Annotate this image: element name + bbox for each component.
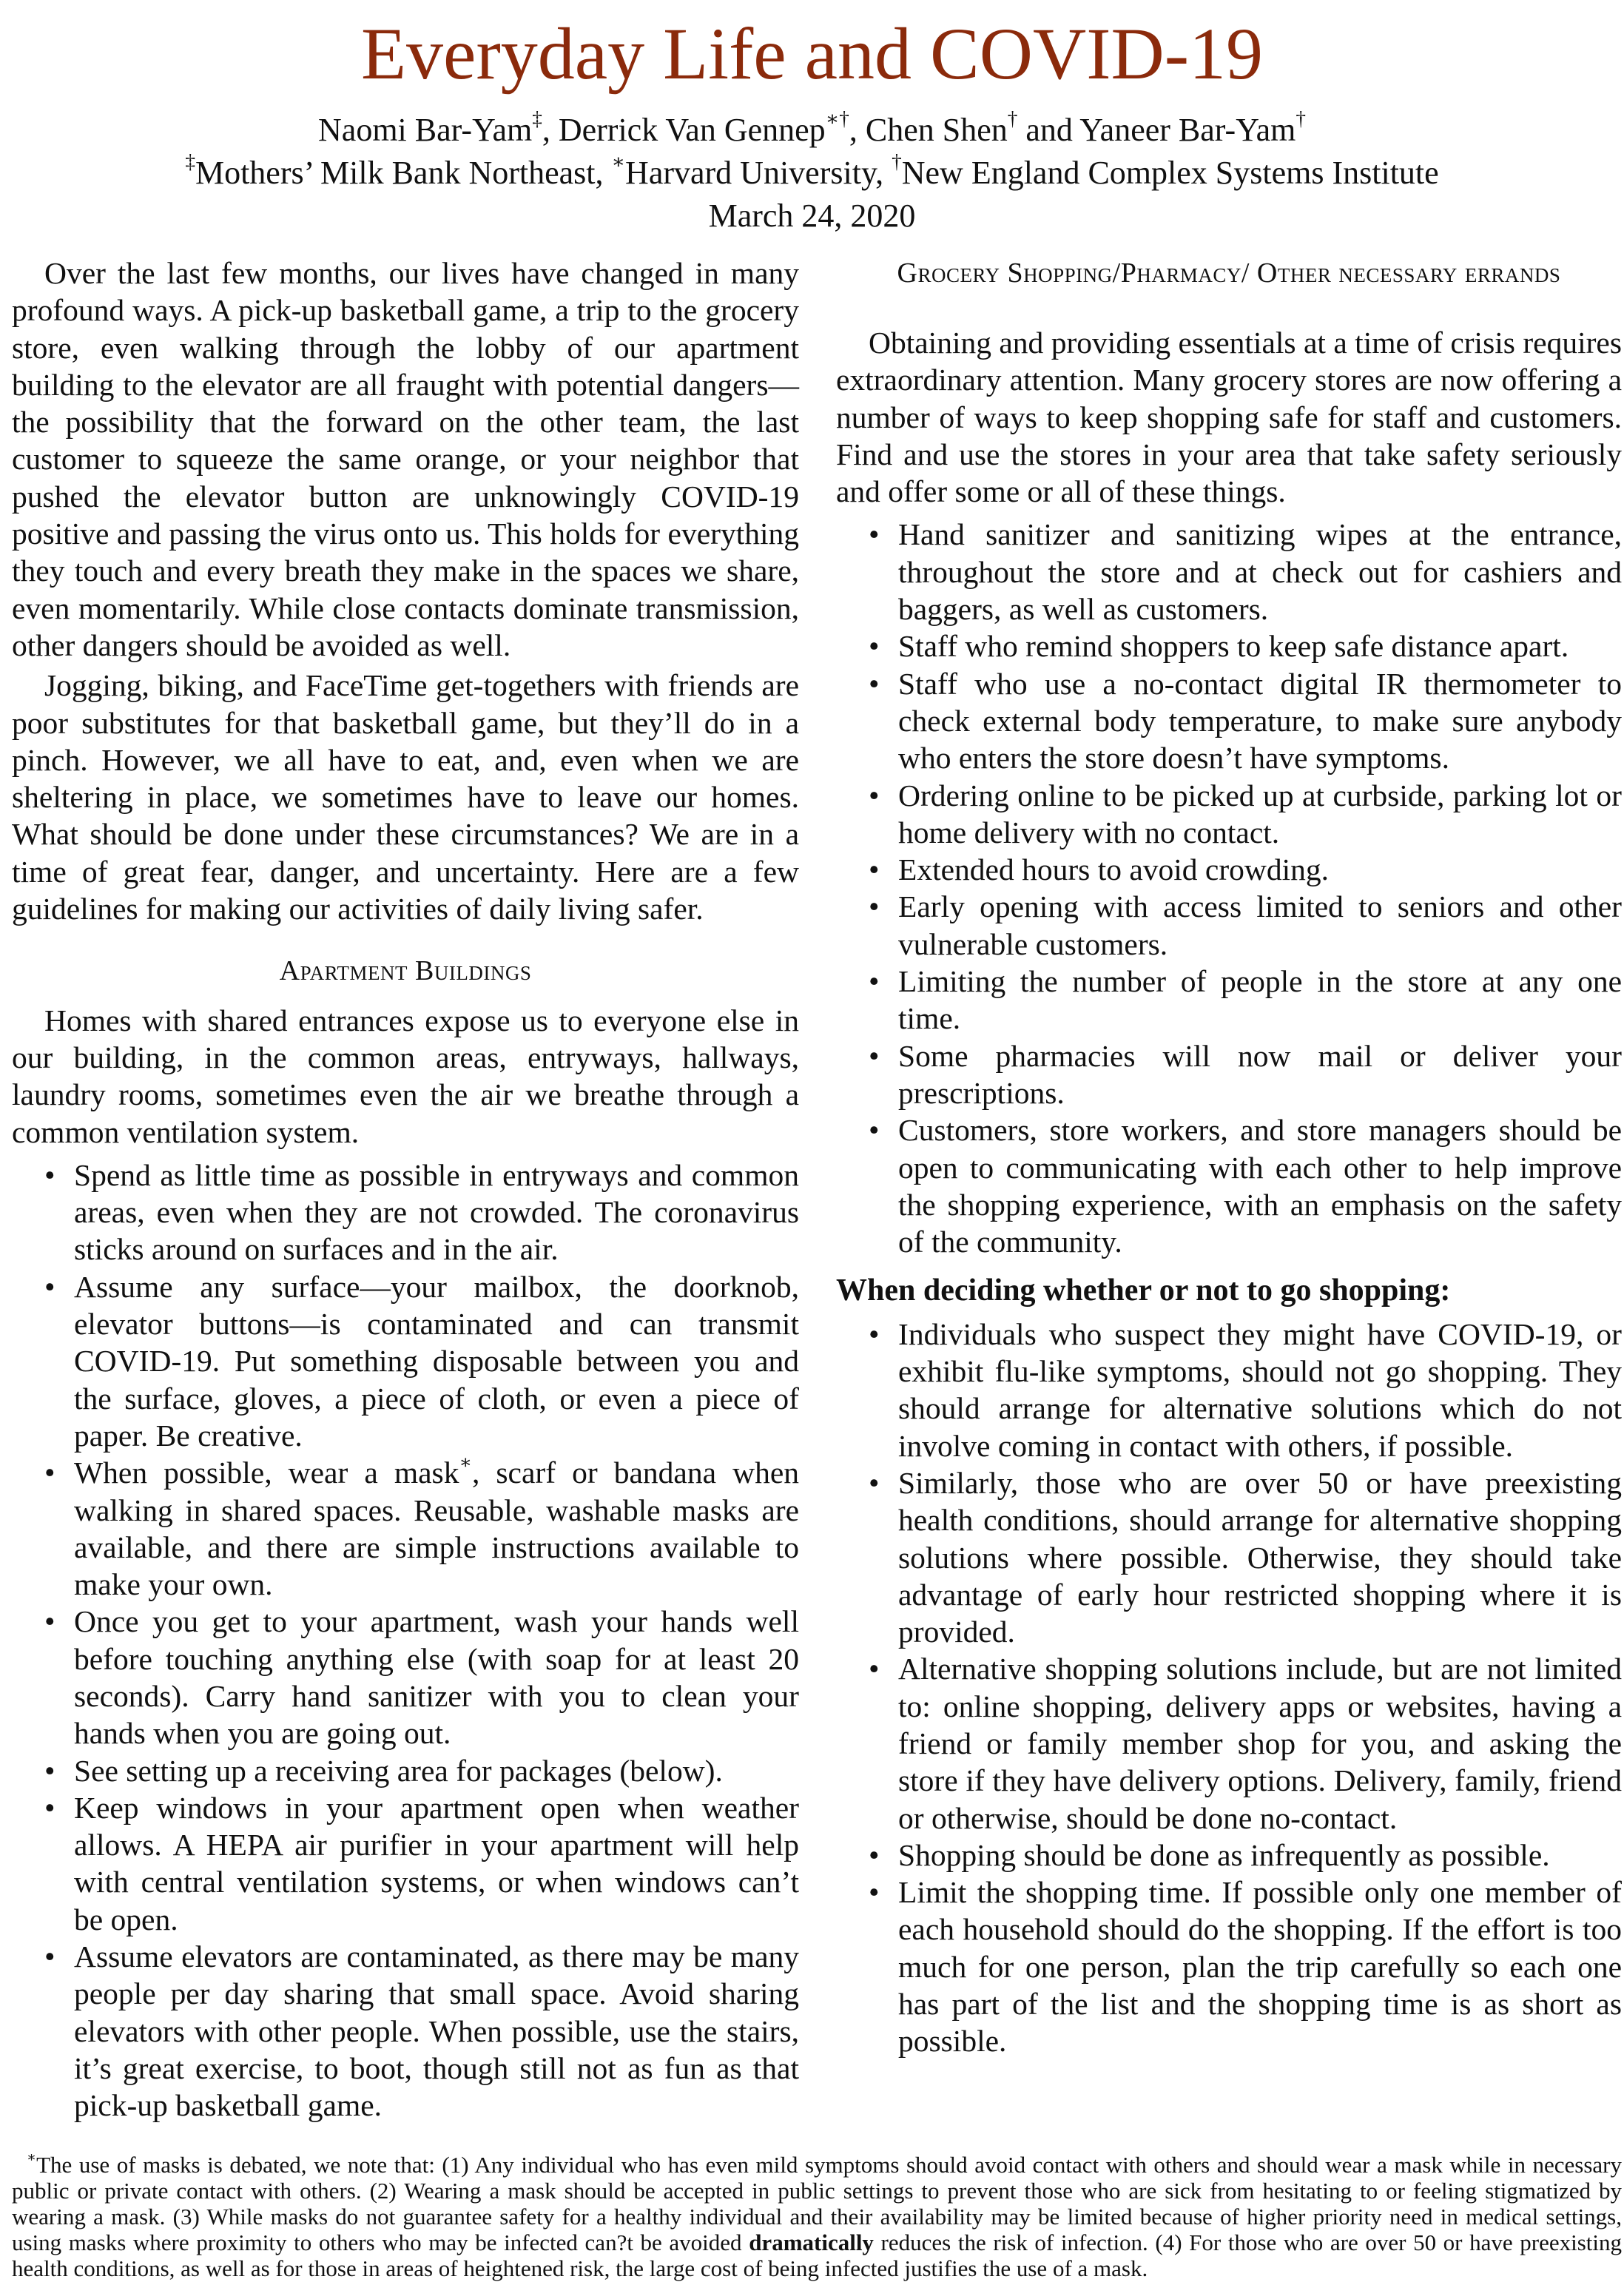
bullet-icon: • (869, 1652, 880, 1686)
author-name: Naomi Bar-Yam (318, 112, 533, 148)
bullet-icon: • (869, 1038, 880, 1073)
author-mark: ‡ (532, 107, 542, 130)
section-paragraph: Homes with shared entrances expose us to everyone else in our building, in the common areas, entryways, hallways, laundry rooms, sometimes even the air we breathe through a common ventilation system. (12, 1003, 799, 1149)
list-item (836, 851, 1622, 888)
apartment-list (12, 1157, 799, 2124)
list-item (12, 1157, 799, 1268)
bullet-icon: • (44, 1604, 55, 1639)
section-heading-apartments: Apartment Buildings (279, 955, 532, 987)
page-title: Everyday Life and COVID-19 (360, 13, 1264, 95)
footnote-mark[interactable]: ∗ (459, 1451, 472, 1473)
list-item (836, 777, 1622, 852)
list-item-text: Hand sanitizer and sanitizing wipes at the entrance, throughout the store and at check out for cashiers and baggers, as well as customers. (898, 517, 1622, 627)
list-item-text: When possible, wear a mask (74, 1456, 459, 1490)
list-item-text: Staff who use a no-contact digital IR thermometer to check external body temperature, to make sure anybody who enters the store doesn’t have symptoms. (898, 666, 1622, 775)
affil-name: Harvard University, (625, 155, 892, 191)
list-item-text: Individuals who suspect they might have COVID-19, or exhibit flu-like symptoms, should not go shopping. They should arrange for alternative solutions which do not involve coming in contact with others, if possible. (898, 1316, 1622, 1463)
list-item (836, 963, 1622, 1037)
list-item-text: Shopping should be done as infrequently as possible. (898, 1837, 1550, 1872)
affil-mark: ‡ (185, 150, 195, 173)
bullet-icon: • (869, 1316, 880, 1351)
list-item (12, 1603, 799, 1751)
list-item-text: Extended hours to avoid crowding. (898, 852, 1330, 887)
shopping-decision-list (836, 1316, 1622, 2060)
author-name: and Yaneer Bar-Yam (1017, 112, 1296, 148)
author-mark: ∗† (825, 107, 849, 130)
store-features-list (836, 516, 1622, 1260)
bullet-icon: • (869, 1875, 880, 1910)
bullet-icon: • (869, 778, 880, 812)
list-item (836, 1037, 1622, 1112)
list-item-text: Assume any surface—your mailbox, the doorknob, elevator buttons—is contaminated and can transmit COVID-19. Put something disposable between you and the surface, gloves, a piece of cloth, or even a piece of paper. Be creative. (74, 1269, 799, 1453)
intro-paragraph: Over the last few months, our lives have changed in many profound ways. A pick-up basketball game, a trip to the grocery store, even walking through the lobby of our apartment building to the elevator are all fraught with potential dangers—the possibility that the forward on the other team, the last customer to squeeze the same orange, or your neighbor that pushed the elevator button are unknowingly COVID-19 positive and passing the virus onto us. This holds for everything they touch and every breath they make in the spaces we share, even momentarily. While close contacts dominate transmission, other dangers should be avoided as well. (12, 256, 799, 662)
list-item-text: Alternative shopping solutions include, but are not limited to: online shopping, delivery apps or websites, having a friend or family member shop for you, and asking the store if they have delivery options. Delivery, family, friend or otherwise, should be done no-contact. (898, 1652, 1622, 1835)
footnote-emphasis: dramatically (749, 2230, 874, 2255)
bullet-icon: • (44, 1269, 55, 1304)
list-item-text: Assume elevators are contaminated, as there may be many people per day sharing that small space. Avoid sharing elevators with other people. When possible, use the stairs, it’s great exercise, to boot, though still not as fun as that pick-up basketball game. (74, 1939, 799, 2123)
author-name: , Chen Shen (849, 112, 1008, 148)
list-item (836, 1111, 1622, 1260)
list-item (12, 1789, 799, 1938)
list-item (836, 1650, 1622, 1836)
bullet-icon: • (869, 1837, 880, 1872)
bullet-icon: • (44, 1753, 55, 1788)
list-item (836, 888, 1622, 963)
list-item (836, 627, 1622, 664)
bullet-icon: • (869, 1113, 880, 1148)
list-item-text: Staff who remind shoppers to keep safe distance apart. (898, 629, 1569, 664)
date: March 24, 2020 (708, 198, 916, 234)
left-column (12, 255, 799, 2124)
affil-name: New England Complex Systems Institute (901, 155, 1439, 191)
author-mark: † (1296, 107, 1306, 130)
bullet-icon: • (869, 1465, 880, 1500)
list-item-text: Spend as little time as possible in entryways and common areas, even when they are not crowded. The coronavirus sticks around on surfaces and in the air. (74, 1157, 799, 1267)
section-heading-grocery: Grocery Shopping/Pharmacy/ Other necessary errands (897, 258, 1561, 289)
list-item (836, 1464, 1622, 1650)
bullet-icon: • (869, 889, 880, 924)
list-item-text: See setting up a receiving area for packages (below). (74, 1753, 723, 1788)
bullet-icon: • (869, 964, 880, 999)
author-name: , Derrick Van Gennep (542, 112, 826, 148)
list-item (836, 1837, 1622, 1874)
bullet-icon: • (44, 1456, 55, 1490)
list-item-text: Early opening with access limited to seniors and other vulnerable customers. (898, 889, 1622, 961)
bullet-icon: • (44, 1939, 55, 1974)
list-item-text: , scarf or bandana when walking in shared spaces. Reusable, washable masks are available, and there are simple instructions available to make your own. (74, 1456, 799, 1602)
right-column (836, 255, 1622, 2060)
bullet-icon: • (869, 517, 880, 552)
list-item (836, 516, 1622, 627)
list-item (12, 1752, 799, 1789)
affil-name: Mothers’ Milk Bank Northeast, (195, 155, 612, 191)
intro-paragraph: Jogging, biking, and FaceTime get-togethers with friends are poor substitutes for that basketball game, but they’ll do in a pinch. However, we all have to eat, and, even when we are sheltering in place, we sometimes have to leave our homes. What should be done under these circumstances? We are in a time of great fear, danger, and uncertainty. Here are a few guidelines for making our activities of daily living safer. (12, 668, 799, 926)
bullet-icon: • (869, 852, 880, 887)
footnote-text: reduces the risk of infection. (4) For those who are over 50 or have preexisting health conditions, as well as for those in areas of heightened risk, the large cost of being infected justifies the use of a mask. (12, 2230, 1622, 2281)
bullet-icon: • (869, 629, 880, 664)
list-item (836, 665, 1622, 777)
list-item-text: Ordering online to be picked up at curbside, parking lot or home delivery with no contact. (898, 778, 1622, 849)
footnote (12, 2152, 1622, 2281)
bullet-icon: • (869, 666, 880, 701)
shopping-decision-heading: When deciding whether or not to go shopping: (836, 1273, 1451, 1308)
author-mark: † (1007, 107, 1018, 130)
section-paragraph: Obtaining and providing essentials at a time of crisis requires extraordinary attention. Many grocery stores are now offering a number of ways to keep shopping safe for staff and customers. Find and use the stores in your area that take safety seriously and offer some or all of these things. (836, 326, 1622, 509)
bullet-icon: • (44, 1790, 55, 1825)
list-item-text: Limiting the number of people in the store at any one time. (898, 964, 1622, 1036)
affiliations (0, 152, 1624, 194)
author-list (0, 107, 1624, 151)
footnote-text: The use of masks is debated, we note that: (1) Any individual who has even mild symptoms should avoid contact with others and should wear a mask while in necessary public or private contact with others. (2) Wearing a mask should be accepted in public settings to prevent those who are sick from hesitating to or feeling stigmatized by wearing a mask. (3) While masks do not guarantee safety for a healthy individual and their availability may be limited because of higher priority need in medical settings, using masks where proximity to others who may be infected can?t be avoided (12, 2152, 1622, 2255)
list-item (836, 1316, 1622, 1464)
footnote-mark: ∗ (27, 2150, 37, 2166)
list-item (12, 1938, 799, 2124)
list-item-text: Similarly, those who are over 50 or have preexisting health conditions, should arrange for alternative shopping solutions where possible. Otherwise, they should take advantage of early hour restricted shopping where it is provided. (898, 1465, 1622, 1649)
list-item (12, 1268, 799, 1454)
list-item (12, 1451, 799, 1603)
list-item-text: Some pharmacies will now mail or deliver your prescriptions. (898, 1038, 1622, 1110)
list-item-text: Keep windows in your apartment open when weather allows. A HEPA air purifier in your apartment will help with central ventilation systems, or when windows can’t be open. (74, 1790, 799, 1936)
list-item-text: Customers, store workers, and store managers should be open to communicating with each other to help improve the shopping experience, with an emphasis on the safety of the community. (898, 1113, 1622, 1259)
bullet-icon: • (44, 1157, 55, 1192)
affil-mark: † (892, 150, 902, 173)
list-item (836, 1874, 1622, 2059)
list-item-text: Once you get to your apartment, wash your hands well before touching anything else (with soap for at least 20 seconds). Carry hand sanitizer with you to clean your hands when you are going out. (74, 1604, 799, 1751)
affil-mark: ∗ (611, 150, 626, 173)
list-item-text: Limit the shopping time. If possible only one member of each household should do the shopping. If the effort is too much for one person, plan the trip carefully so each one has part of the list and the shopping time is as short as possible. (898, 1875, 1622, 2059)
